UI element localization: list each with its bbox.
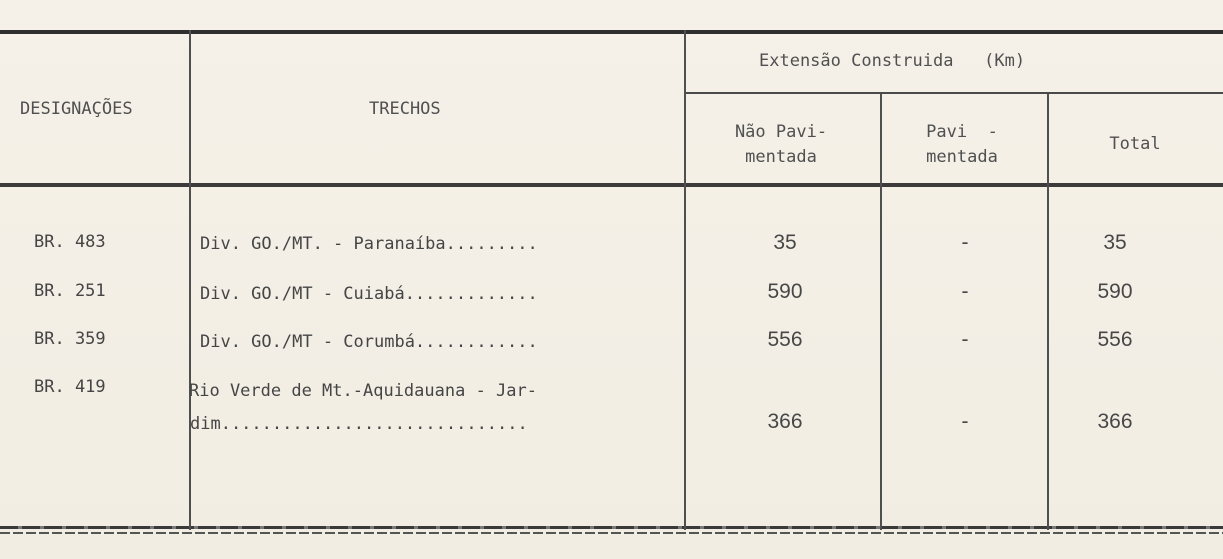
- row-2-designacao: BR. 251: [34, 281, 106, 301]
- column-divider-3: [880, 94, 882, 530]
- column-divider-2: [684, 30, 686, 530]
- bottom-rule-secondary: [0, 532, 1223, 534]
- row-2-total: 590: [1097, 280, 1133, 303]
- header-extensao-construida: Extensão Construida (Km): [759, 51, 1026, 71]
- top-rule: [0, 30, 1223, 34]
- row-2-nao-pavimentada: 590: [767, 280, 803, 303]
- row-3-total: 556: [1097, 328, 1133, 351]
- column-divider-1: [189, 30, 191, 530]
- header-nao-pavimentada-line2: mentada: [745, 147, 817, 167]
- row-4-trecho-line2: dim..............................: [190, 414, 528, 434]
- bottom-rule: [0, 526, 1223, 529]
- column-divider-4: [1047, 94, 1049, 530]
- header-designacoes: DESIGNAÇÕES: [20, 99, 133, 119]
- row-1-trecho: Div. GO./MT. - Paranaíba.........: [200, 234, 538, 254]
- row-4-trecho-line1: Rio Verde de Mt.-Aquidauana - Jar-: [189, 381, 537, 401]
- header-bottom-rule: [0, 183, 1223, 187]
- header-trechos: TRECHOS: [369, 99, 441, 119]
- row-4-total: 366: [1097, 410, 1133, 433]
- row-3-nao-pavimentada: 556: [767, 328, 803, 351]
- row-4-nao-pavimentada: 366: [767, 410, 803, 433]
- row-3-pavimentada: -: [961, 328, 969, 351]
- header-total: Total: [1109, 134, 1161, 154]
- row-3-trecho: Div. GO./MT - Corumbá............: [200, 332, 538, 352]
- group-header-rule: [684, 92, 1223, 94]
- row-1-pavimentada: -: [961, 231, 969, 254]
- row-4-designacao: BR. 419: [34, 377, 106, 397]
- header-nao-pavimentada-line1: Não Pavi-: [734, 122, 828, 142]
- row-3-designacao: BR. 359: [34, 329, 106, 349]
- header-pavimentada-line2: mentada: [926, 147, 998, 167]
- row-1-total: 35: [1103, 231, 1127, 254]
- row-4-pavimentada: -: [961, 410, 969, 433]
- row-1-designacao: BR. 483: [34, 232, 106, 252]
- row-2-trecho: Div. GO./MT - Cuiabá.............: [200, 284, 538, 304]
- row-1-nao-pavimentada: 35: [773, 231, 797, 254]
- row-2-pavimentada: -: [961, 280, 969, 303]
- header-pavimentada-line1: Pavi -: [926, 122, 998, 142]
